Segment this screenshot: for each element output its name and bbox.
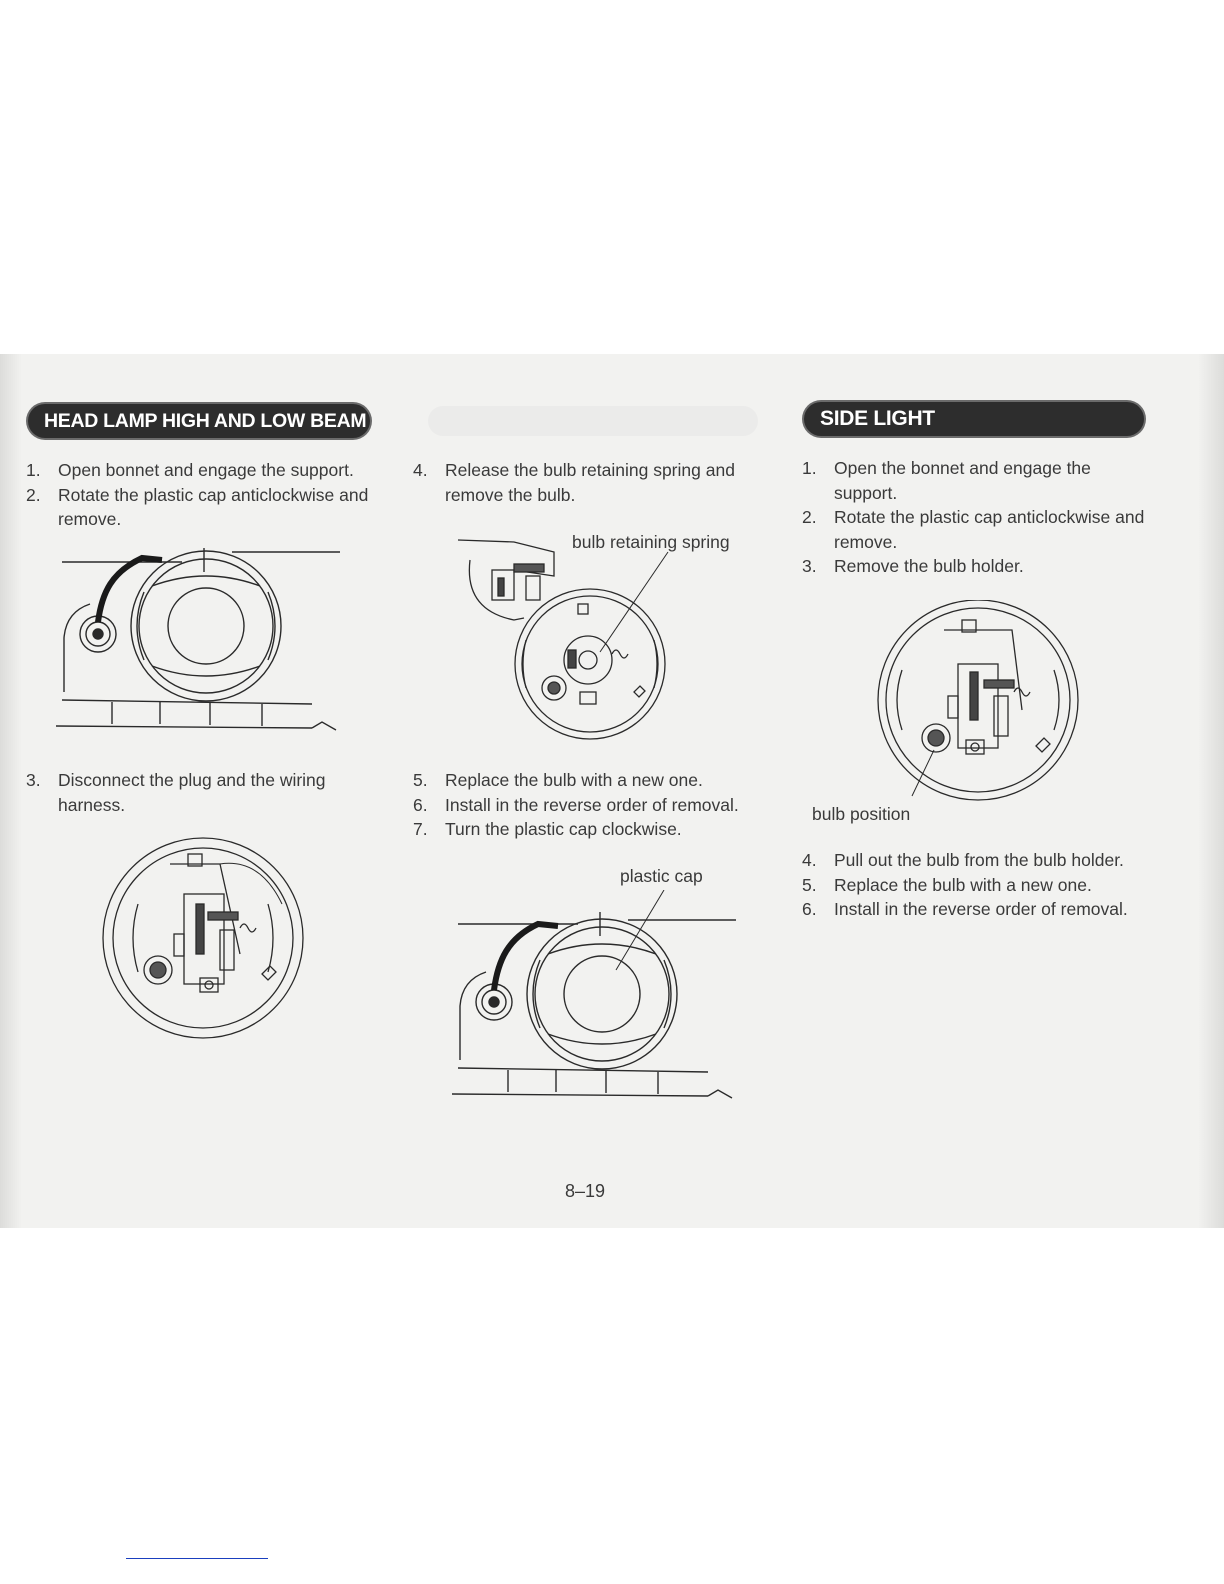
list-item: 6. Install in the reverse order of removal. <box>413 794 739 815</box>
list-item: 3. Disconnect the plug and the wiring harness. <box>26 770 326 815</box>
list-item: 3. Remove the bulb holder. <box>802 556 1024 576</box>
list-item: 2. Rotate the plastic cap anticlockwise and remove. <box>26 484 369 529</box>
list-item: 2. Rotate the plastic cap anticlockwise and remove. <box>802 507 1145 552</box>
bulb-spring-illustration <box>454 530 714 760</box>
list-item: 7. Turn the plastic cap clockwise. <box>413 819 682 839</box>
bulb-position-label: bulb position <box>812 804 911 824</box>
headlamp-section-header: HEAD LAMP HIGH AND LOW BEAM <box>28 404 370 438</box>
headlamp-steps-1-2 <box>26 458 376 532</box>
headlamp-step-3 <box>26 768 376 817</box>
faded-header-background <box>428 406 758 436</box>
sidelight-section-header: SIDE LIGHT <box>804 402 1144 436</box>
list-item: 6. Install in the reverse order of removal. <box>802 899 1128 919</box>
headlamp-cap-illustration <box>52 542 352 742</box>
bulb-holder-illustration <box>872 600 1086 806</box>
plastic-cap-label: plastic cap <box>620 866 703 886</box>
manual-page <box>0 354 1224 1228</box>
list-item: 5. Replace the bulb with a new one. <box>413 770 703 790</box>
plastic-cap-illustration <box>448 890 748 1110</box>
list-item: 1. Open bonnet and engage the support. <box>26 460 354 480</box>
list-item: 4. Pull out the bulb from the bulb holder. <box>802 850 1124 870</box>
list-item: 1. Open the bonnet and engage the support. <box>802 458 1091 503</box>
wiring-illustration <box>100 834 310 1044</box>
bulb-retaining-spring-label: bulb retaining spring <box>572 532 730 552</box>
bottom-link-underline <box>126 1558 268 1559</box>
headlamp-steps-5-7 <box>413 768 773 842</box>
headlamp-step-4 <box>413 458 763 507</box>
sidelight-steps-1-3 <box>802 456 1152 579</box>
list-item: 5. Replace the bulb with a new one. <box>802 874 1092 895</box>
sidelight-steps-4-6 <box>802 848 1162 922</box>
page-number: 8–19 <box>564 1181 606 1201</box>
list-item: 4. Release the bulb retaining spring and remove the bulb. <box>413 460 735 505</box>
